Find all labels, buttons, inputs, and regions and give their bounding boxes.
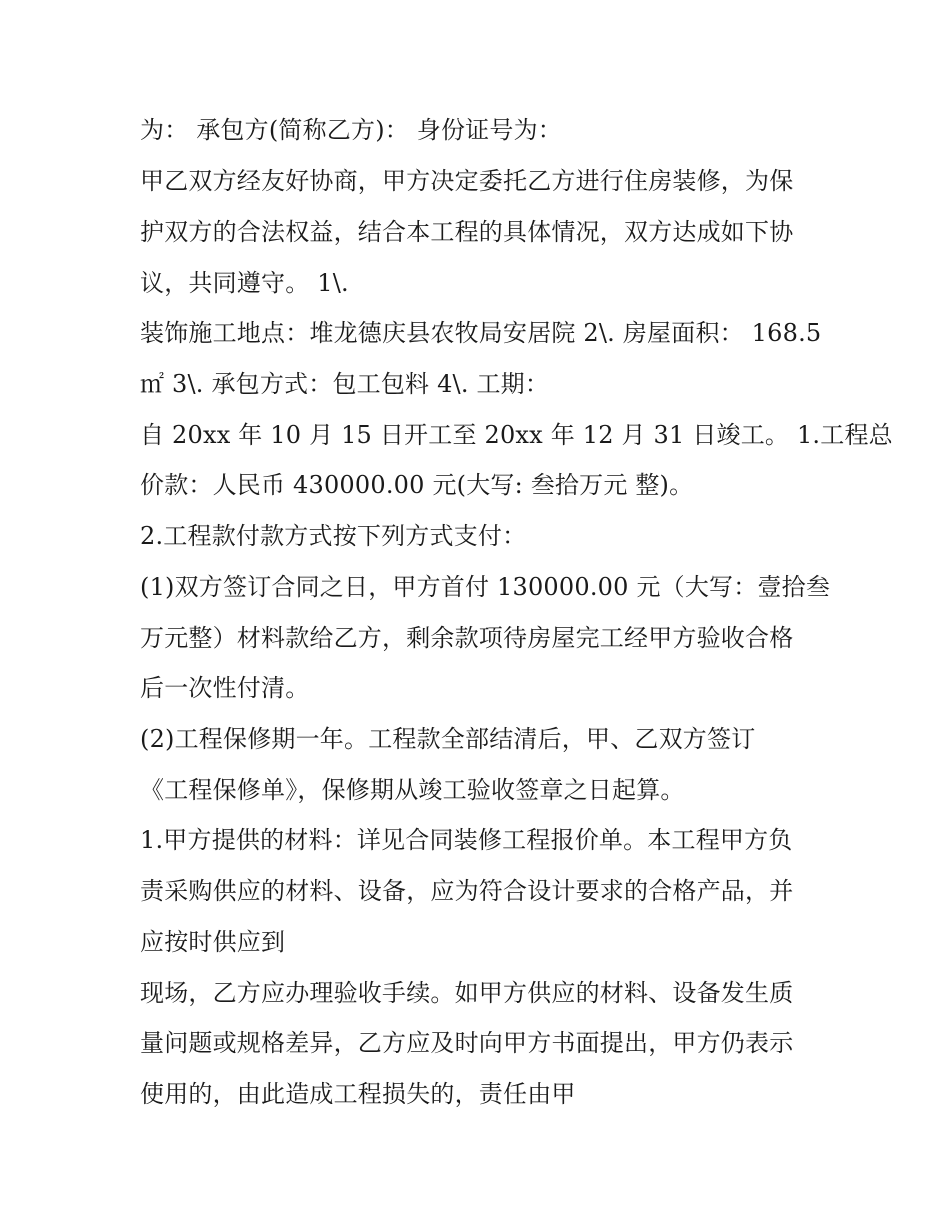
text-line: 应按时供应到: [140, 928, 286, 956]
text-line: 量问题或规格差异，乙方应及时向甲方书面提出，甲方仍表示: [140, 1029, 794, 1057]
text-line: 《工程保修单》，保修期从竣工验收签章之日起算。: [140, 776, 685, 804]
text-line: 价款：人民币 430000.00 元(大写: 叁拾万元 整)。: [140, 471, 694, 499]
text-line: 万元整）材料款给乙方，剩余款项待房屋完工经甲方验收合格: [140, 624, 794, 652]
text-line: (2)工程保修期一年。工程款全部结清后，甲、乙双方签订: [140, 725, 756, 753]
text-line: 为： 承包方(简称乙方)： 身份证号为：: [140, 116, 562, 144]
text-line: ㎡ 3\. 承包方式：包工包料 4\. 工期：: [140, 370, 550, 398]
text-line: 现场，乙方应办理验收手续。如甲方供应的材料、设备发生质: [140, 979, 794, 1007]
text-line: 使用的，由此造成工程损失的，责任由甲: [140, 1080, 576, 1108]
text-line: 装饰施工地点：堆龙德庆县农牧局安居院 2\. 房屋面积： 168.5: [140, 319, 822, 347]
text-line: 后一次性付清。: [140, 674, 310, 702]
text-line: 2.工程款付款方式按下列方式支付：: [140, 522, 527, 550]
text-line: 自 20xx 年 10 月 15 日开工至 20xx 年 12 月 31 日竣工。 1.工程总: [140, 421, 893, 449]
text-line: 1.甲方提供的材料：详见合同装修工程报价单。本工程甲方负: [140, 826, 793, 854]
text-line: (1)双方签订合同之日，甲方首付 130000.00 元（大写：壹拾叁: [140, 573, 831, 601]
text-line: 责采购供应的材料、设备，应为符合设计要求的合格产品，并: [140, 877, 794, 905]
text-line: 甲乙双方经友好协商，甲方决定委托乙方进行住房装修，为保: [140, 167, 794, 195]
text-line: 议，共同遵守。 1\.: [140, 269, 349, 297]
text-line: 护双方的合法权益，结合本工程的具体情况，双方达成如下协: [140, 218, 794, 246]
